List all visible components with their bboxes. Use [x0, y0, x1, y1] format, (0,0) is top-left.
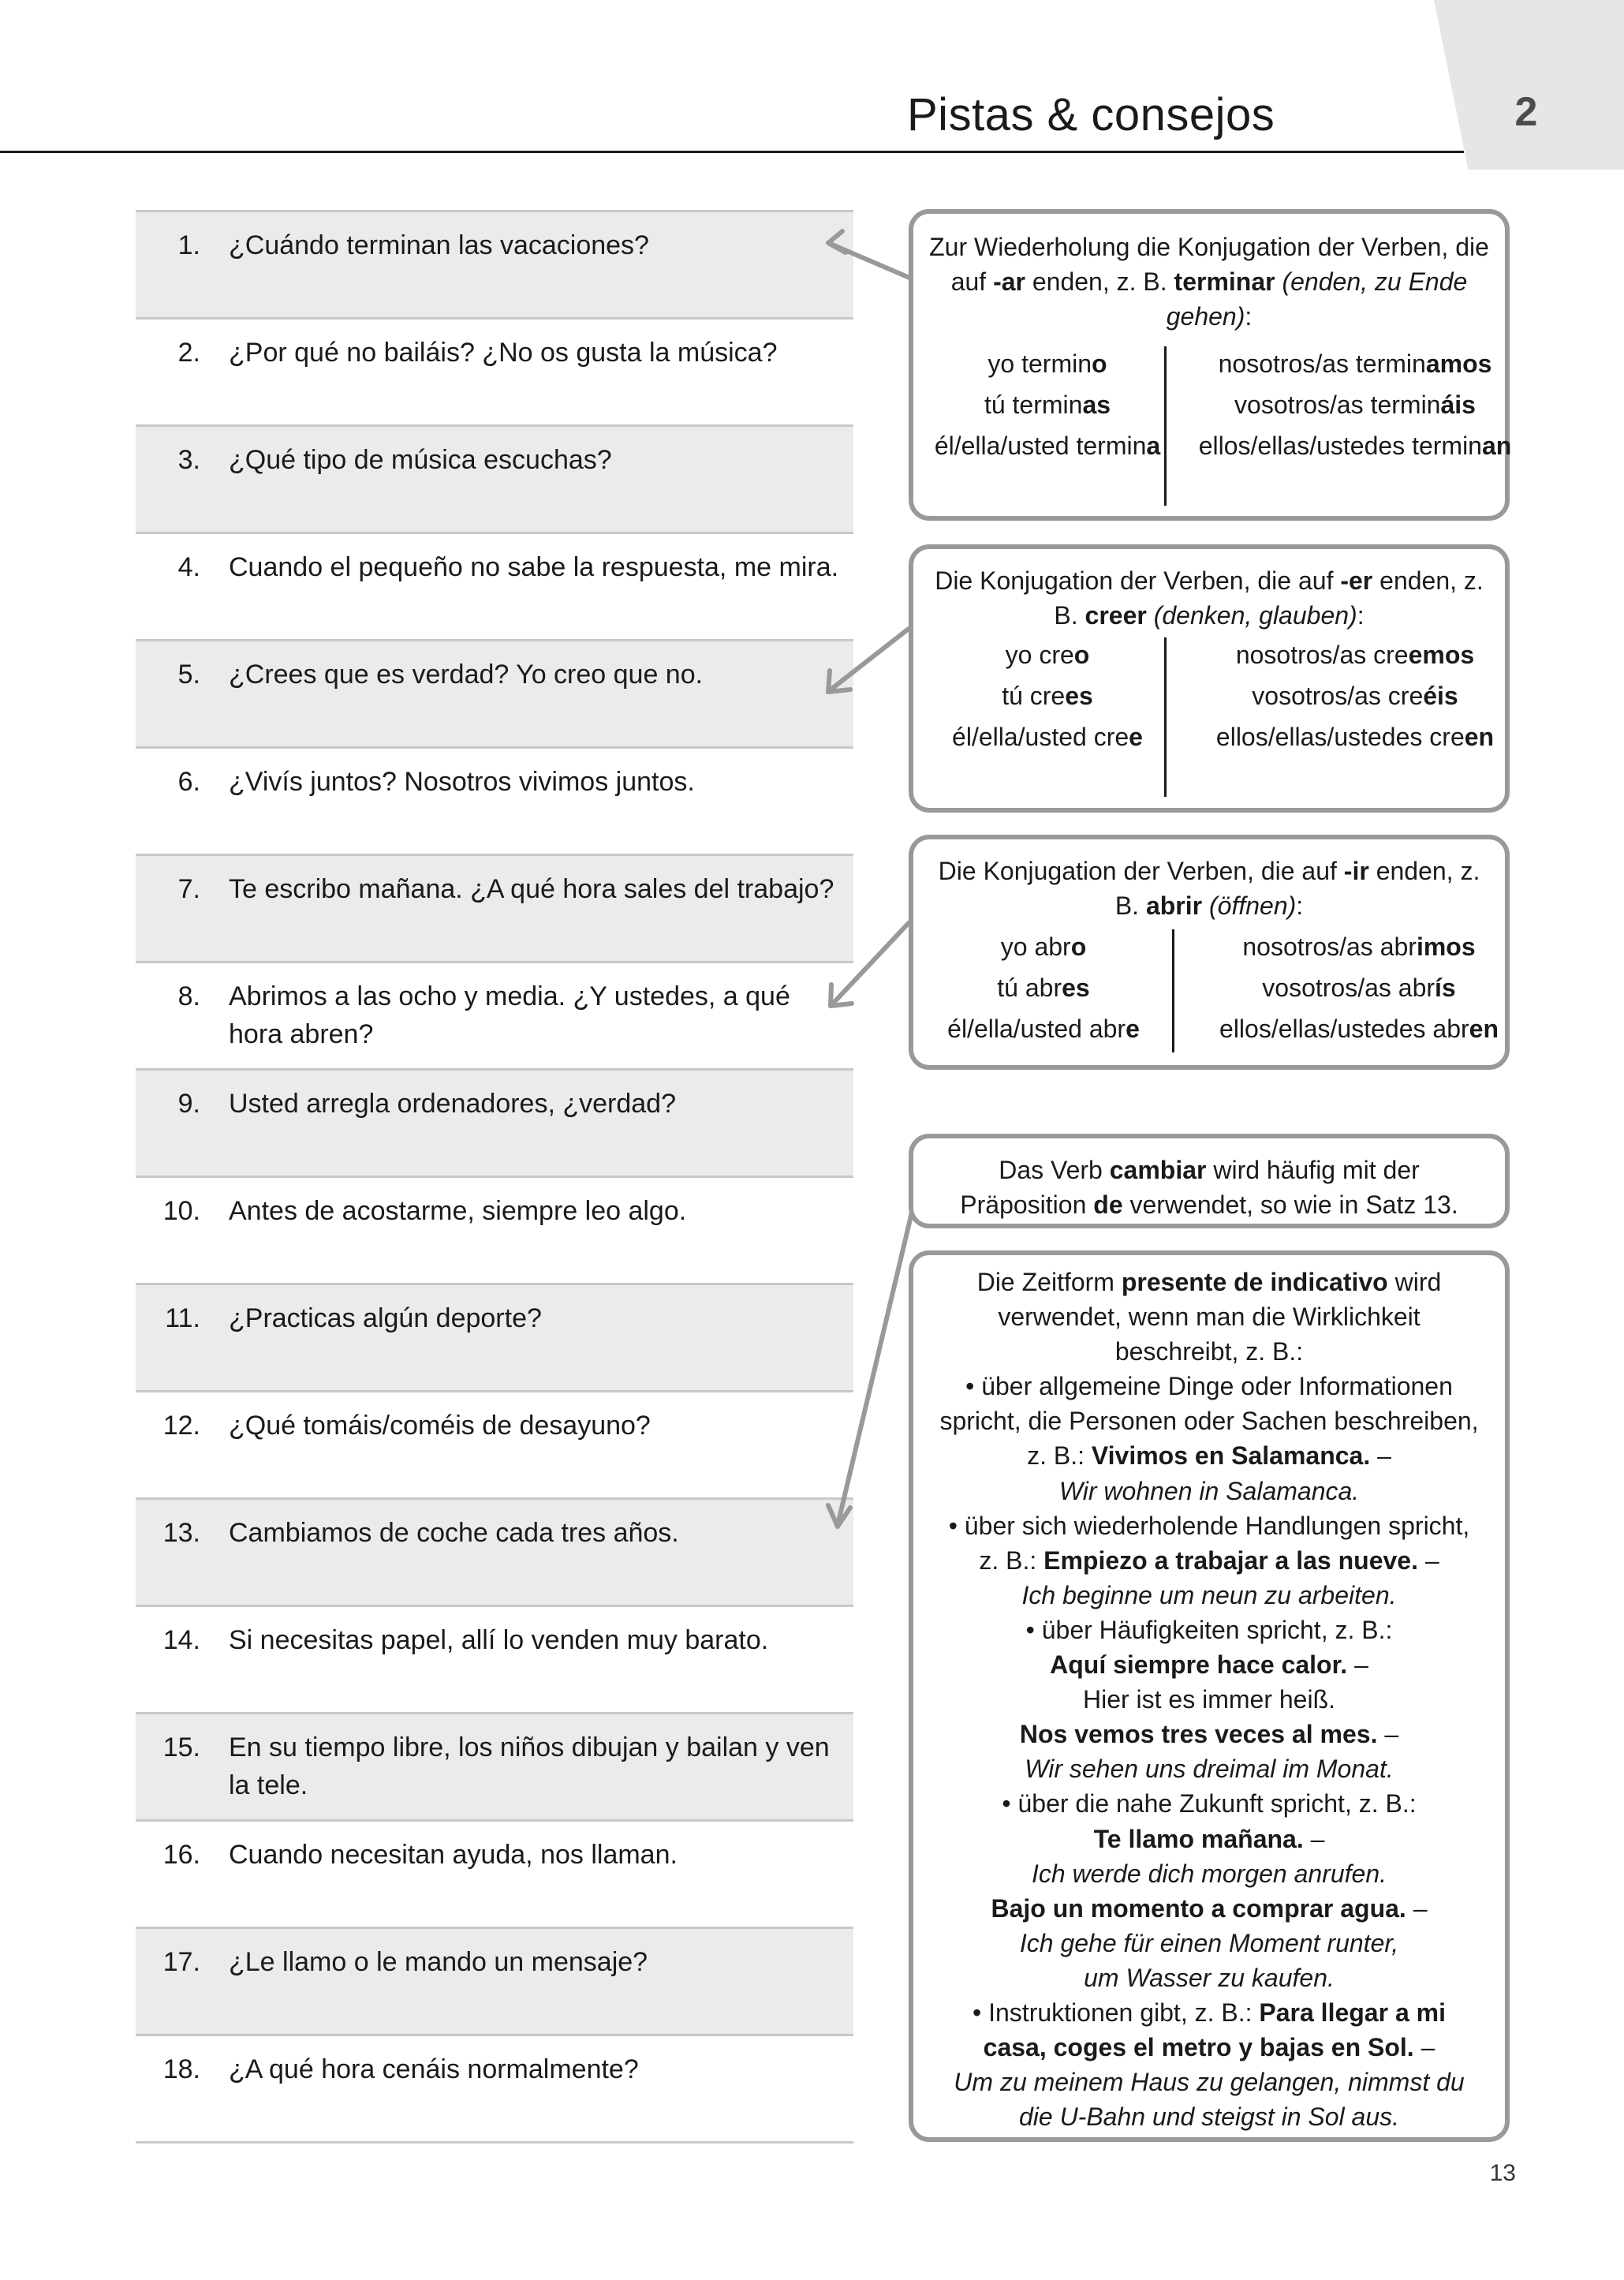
bold-text: e — [1129, 723, 1143, 751]
example-verb: creer — [1085, 601, 1147, 630]
conjugation-form — [1189, 428, 1521, 463]
sentence-text: ¿Vivís juntos? Nosotros vivimos juntos. — [229, 767, 695, 797]
text-segment: yo cre — [1005, 641, 1074, 669]
text-segment: ellos/ellas/ustedes termin — [1198, 432, 1482, 460]
conjugation-ir-box — [909, 835, 1510, 1070]
bold-text: es — [1065, 682, 1093, 710]
text-segment: – — [1413, 2033, 1435, 2062]
sentence-text: Cuando el pequeño no sabe la respuesta, me mira. — [229, 552, 839, 582]
bold-text: Bajo un momento a comprar agua. — [991, 1893, 1406, 1923]
box-line — [924, 1682, 1494, 1717]
conjugation-form — [1193, 1011, 1525, 1046]
text-segment: – — [1417, 1546, 1439, 1575]
conjugation-form — [929, 346, 1166, 381]
sentence-text: ¿Por qué no bailáis? ¿No os gusta la música? — [229, 338, 778, 368]
text-segment: nosotros/as abr — [1242, 933, 1417, 961]
box-line — [924, 1926, 1494, 1960]
intro-ending: -ir — [1343, 857, 1369, 885]
sentence-number: 9. — [177, 1089, 200, 1119]
bold-text: Te llamo mañana. — [1093, 1824, 1304, 1853]
text-segment: • über Häufigkeiten spricht, z. B.: — [1025, 1615, 1393, 1644]
bold-text: Aquí siempre hace calor. — [1050, 1650, 1348, 1680]
intro-colon: : — [1357, 601, 1365, 630]
example-verb: terminar — [1174, 267, 1275, 296]
bold-text: éis — [1423, 682, 1458, 710]
italic-text: Ich gehe für einen Moment runter, — [1019, 1928, 1399, 1957]
text-segment: tú cre — [1002, 682, 1066, 710]
page-title: Pistas & consejos — [907, 89, 1275, 140]
text-segment: wird — [1387, 1268, 1442, 1296]
arrow-er-line — [830, 629, 909, 690]
bold-text: casa, coges el metro y bajas en Sol. — [983, 2033, 1414, 2062]
cambiar-note-box — [909, 1134, 1510, 1228]
box-line — [924, 1334, 1494, 1369]
sentence-number: 11. — [165, 1303, 200, 1333]
text-segment: ellos/ellas/ustedes cre — [1215, 723, 1465, 751]
conjugation-ar-box — [909, 209, 1510, 521]
intro-text: Die Konjugation der Verben, die auf — [938, 857, 1344, 885]
bold-text: cambiar — [1109, 1156, 1207, 1184]
sentence-number: 7. — [177, 874, 200, 904]
text-segment: Hier ist es immer heiß. — [1082, 1685, 1336, 1714]
sentence-text: En su tiempo libre, los niños dibujan y bailan y ven la tele. — [229, 1732, 830, 1800]
conjugation-form — [1189, 678, 1521, 713]
conjugation-form — [929, 637, 1166, 672]
sentence-text: Antes de acostarme, siempre leo algo. — [229, 1196, 687, 1226]
intro-text: enden, z. B. — [1025, 267, 1174, 296]
box-line — [924, 1299, 1494, 1334]
bold-text: imos — [1416, 933, 1476, 961]
italic-text: Wir wohnen in Salamanca. — [1058, 1476, 1360, 1505]
bold-text: as — [1082, 391, 1111, 419]
conjugation-form — [917, 970, 1170, 1005]
sentence-number: 18. — [162, 2054, 200, 2084]
chapter-number: 2 — [1514, 89, 1538, 135]
bold-text: Para llegar a mi — [1259, 1998, 1446, 2027]
sentence-text: ¿Qué tomáis/coméis de desayuno? — [229, 1411, 651, 1441]
conjugation-form — [929, 428, 1166, 463]
sentence-number: 16. — [162, 1840, 200, 1870]
bold-text: e — [1126, 1015, 1140, 1043]
italic-text: Um zu meinem Haus zu gelangen, nimmst du — [954, 2068, 1465, 2097]
sentence-text: ¿Le llamo o le mando un mensaje? — [229, 1947, 648, 1977]
bold-text: a — [1146, 432, 1161, 460]
text-segment: él/ella/usted cre — [952, 723, 1129, 751]
arrow-13-line — [838, 1199, 915, 1525]
conjugation-form — [929, 678, 1166, 713]
bold-text: o — [1073, 641, 1090, 669]
text-segment: ellos/ellas/ustedes abr — [1219, 1015, 1469, 1043]
box-line — [924, 2065, 1494, 2099]
text-segment: – — [1377, 1720, 1399, 1749]
sentence-text: ¿A qué hora cenáis normalmente? — [229, 2054, 639, 2084]
sentence-text: ¿Crees que es verdad? Yo creo que no. — [229, 660, 704, 690]
text-segment: Das Verb — [999, 1156, 1110, 1184]
text-segment: – — [1303, 1824, 1325, 1853]
arrow-ar-head — [828, 231, 846, 252]
text-segment: – — [1347, 1650, 1368, 1680]
arrow-ir-line — [832, 923, 909, 1004]
text-segment: tú abr — [997, 974, 1062, 1002]
sentence-number: 13. — [162, 1518, 200, 1548]
bold-text: ís — [1435, 974, 1456, 1002]
italic-text: Ich beginne um neun zu arbeiten. — [1021, 1580, 1397, 1609]
box-line — [924, 1717, 1494, 1751]
box-line — [913, 1187, 1505, 1222]
verb-gloss: (enden, zu Ende gehen) — [1166, 267, 1468, 331]
bold-text: Vivimos en Salamanca. — [1091, 1441, 1371, 1471]
conjugation-form — [1193, 929, 1525, 964]
sentence-text: Te escribo mañana. ¿A qué hora sales del trabajo? — [229, 874, 834, 904]
conjugation-table-ir — [913, 929, 1505, 1052]
text-segment: verwendet, so wie in Satz 13. — [1122, 1190, 1458, 1219]
box-line — [924, 1856, 1494, 1891]
conjugation-form — [1193, 970, 1525, 1005]
text-segment: él/ella/usted abr — [947, 1015, 1126, 1043]
bold-text: o — [1070, 933, 1087, 961]
text-segment: Präposition — [960, 1190, 1094, 1219]
box-line — [924, 1613, 1494, 1647]
text-segment: z. B.: — [979, 1546, 1044, 1575]
conjugation-form — [1189, 720, 1521, 754]
box-line — [924, 1647, 1494, 1682]
text-segment: vosotros/as abr — [1262, 974, 1435, 1002]
sentence-number: 12. — [162, 1411, 200, 1441]
box-line — [924, 1474, 1494, 1508]
text-segment: nosotros/as cre — [1235, 641, 1409, 669]
conjugation-er-intro — [913, 549, 1505, 633]
table-divider — [1172, 929, 1174, 1052]
conjugation-er-box — [909, 544, 1510, 813]
sentence-number: 10. — [162, 1196, 200, 1226]
text-segment: nosotros/as termin — [1218, 349, 1426, 378]
italic-text: um Wasser zu kaufen. — [1084, 1963, 1335, 1992]
text-segment: verwendet, wenn man die Wirklichkeit — [998, 1303, 1421, 1332]
text-segment: spricht, die Personen oder Sachen beschreiben, — [939, 1407, 1479, 1436]
bold-text: Empiezo a trabajar a las nueve. — [1043, 1546, 1418, 1575]
box-line — [924, 1960, 1494, 1995]
sentence-number: 1. — [177, 230, 200, 260]
box-line — [924, 1265, 1494, 1299]
conjugation-form — [1189, 387, 1521, 422]
text-segment: – — [1406, 1893, 1428, 1923]
intro-text: enden, z. B. — [1114, 857, 1480, 920]
box-line — [924, 2030, 1494, 2065]
text-segment: wird häufig mit der — [1206, 1156, 1420, 1184]
text-segment: yo termin — [987, 349, 1092, 378]
conjugation-form — [917, 929, 1170, 964]
sentence-number: 4. — [177, 552, 200, 582]
sentence-text: ¿Cuándo terminan las vacaciones? — [229, 230, 649, 260]
sentence-text: Cuando necesitan ayuda, nos llaman. — [229, 1840, 678, 1870]
italic-text: Wir sehen uns dreimal im Monat. — [1025, 1755, 1394, 1784]
conjugation-form — [929, 720, 1166, 754]
text-segment: z. B.: — [1027, 1441, 1092, 1471]
box-line — [924, 1786, 1494, 1821]
text-segment: • über die nahe Zukunft spricht, z. B.: — [1002, 1789, 1417, 1818]
box-line — [924, 1822, 1494, 1856]
bold-text: amos — [1425, 349, 1492, 378]
conjugation-form — [929, 387, 1166, 422]
box-line — [924, 1508, 1494, 1543]
bold-text: presente de indicativo — [1121, 1268, 1388, 1296]
intro-colon: : — [1296, 891, 1304, 920]
sentence-text: Cambiamos de coche cada tres años. — [229, 1518, 679, 1548]
sentence-number: 15. — [162, 1732, 200, 1762]
box-line — [924, 1578, 1494, 1613]
box-line — [924, 1891, 1494, 1926]
box-line — [924, 1438, 1494, 1473]
sentence-text: Usted arregla ordenadores, ¿verdad? — [229, 1089, 676, 1119]
sentence-text: ¿Qué tipo de música escuchas? — [229, 445, 612, 475]
intro-text: Zur Wiederholung die Konjugation der Verben, die auf — [929, 233, 1489, 296]
sentence-number: 2. — [177, 338, 200, 368]
intro-text: enden, z. B. — [1054, 566, 1484, 630]
text-segment: • über sich wiederholende Handlungen spricht, — [948, 1511, 1470, 1540]
bold-text: es — [1062, 974, 1090, 1002]
conjugation-form — [1189, 346, 1521, 381]
sentence-number: 5. — [177, 660, 200, 690]
sentence-number: 6. — [177, 767, 200, 797]
text-segment: • über allgemeine Dinge oder Informationen — [965, 1372, 1453, 1401]
conjugation-table-ar — [913, 346, 1512, 506]
verb-gloss: (denken, glauben) — [1153, 601, 1357, 630]
text-segment: vosotros/as cre — [1252, 682, 1424, 710]
sentence-text: Si necesitas papel, allí lo venden muy barato. — [229, 1625, 769, 1655]
example-verb: abrir — [1145, 891, 1203, 920]
text-segment: él/ella/usted termin — [934, 432, 1147, 460]
text-segment: – — [1370, 1441, 1391, 1471]
intro-text: Die Konjugation der Verben, die auf — [935, 566, 1341, 595]
intro-ending: -ar — [993, 267, 1025, 296]
italic-text: die U-Bahn und steigst in Sol aus. — [1018, 2102, 1400, 2132]
bold-text: an — [1481, 432, 1512, 460]
box-line — [924, 1995, 1494, 2030]
conjugation-form — [917, 1011, 1170, 1046]
conjugation-table-er — [913, 637, 1505, 797]
italic-text: Ich werde dich morgen anrufen. — [1031, 1859, 1387, 1888]
text-segment: Die Zeitform — [976, 1268, 1122, 1296]
bold-text: o — [1092, 349, 1107, 378]
box-line — [924, 1751, 1494, 1786]
bold-text: emos — [1408, 641, 1475, 669]
sentence-number: 14. — [162, 1625, 200, 1655]
sentence-number: 3. — [177, 445, 200, 475]
sentence-text: Abrimos a las ocho y media. ¿Y ustedes, a qué hora abren? — [229, 981, 790, 1049]
conjugation-ir-intro — [913, 839, 1505, 923]
sentence-number: 8. — [177, 981, 200, 1011]
presente-indicativo-box — [909, 1250, 1510, 2142]
bold-text: en — [1464, 723, 1495, 751]
text-segment: yo abr — [1000, 933, 1071, 961]
box-line — [913, 1153, 1505, 1187]
bold-text: en — [1469, 1015, 1499, 1043]
sentence-text: ¿Practicas algún deporte? — [229, 1303, 542, 1333]
text-segment: • Instruktionen gibt, z. B.: — [973, 1998, 1260, 2027]
box-line — [924, 1404, 1494, 1438]
verb-gloss: (öffnen) — [1208, 891, 1297, 920]
box-line — [924, 1543, 1494, 1578]
intro-ending: -er — [1340, 566, 1373, 595]
conjugation-form — [1189, 637, 1521, 672]
text-segment: vosotros/as termin — [1234, 391, 1441, 419]
text-segment: tú termin — [984, 391, 1083, 419]
box-line — [924, 1369, 1494, 1404]
bold-text: áis — [1440, 391, 1476, 419]
conjugation-ar-intro — [913, 214, 1505, 334]
bold-text: Nos vemos tres veces al mes. — [1019, 1720, 1378, 1749]
intro-colon: : — [1245, 302, 1253, 331]
bold-text: de — [1093, 1190, 1123, 1219]
box-line — [924, 2099, 1494, 2134]
page-number: 13 — [1489, 2160, 1516, 2186]
text-segment: beschreibt, z. B.: — [1114, 1337, 1304, 1366]
sentence-number: 17. — [162, 1947, 200, 1977]
